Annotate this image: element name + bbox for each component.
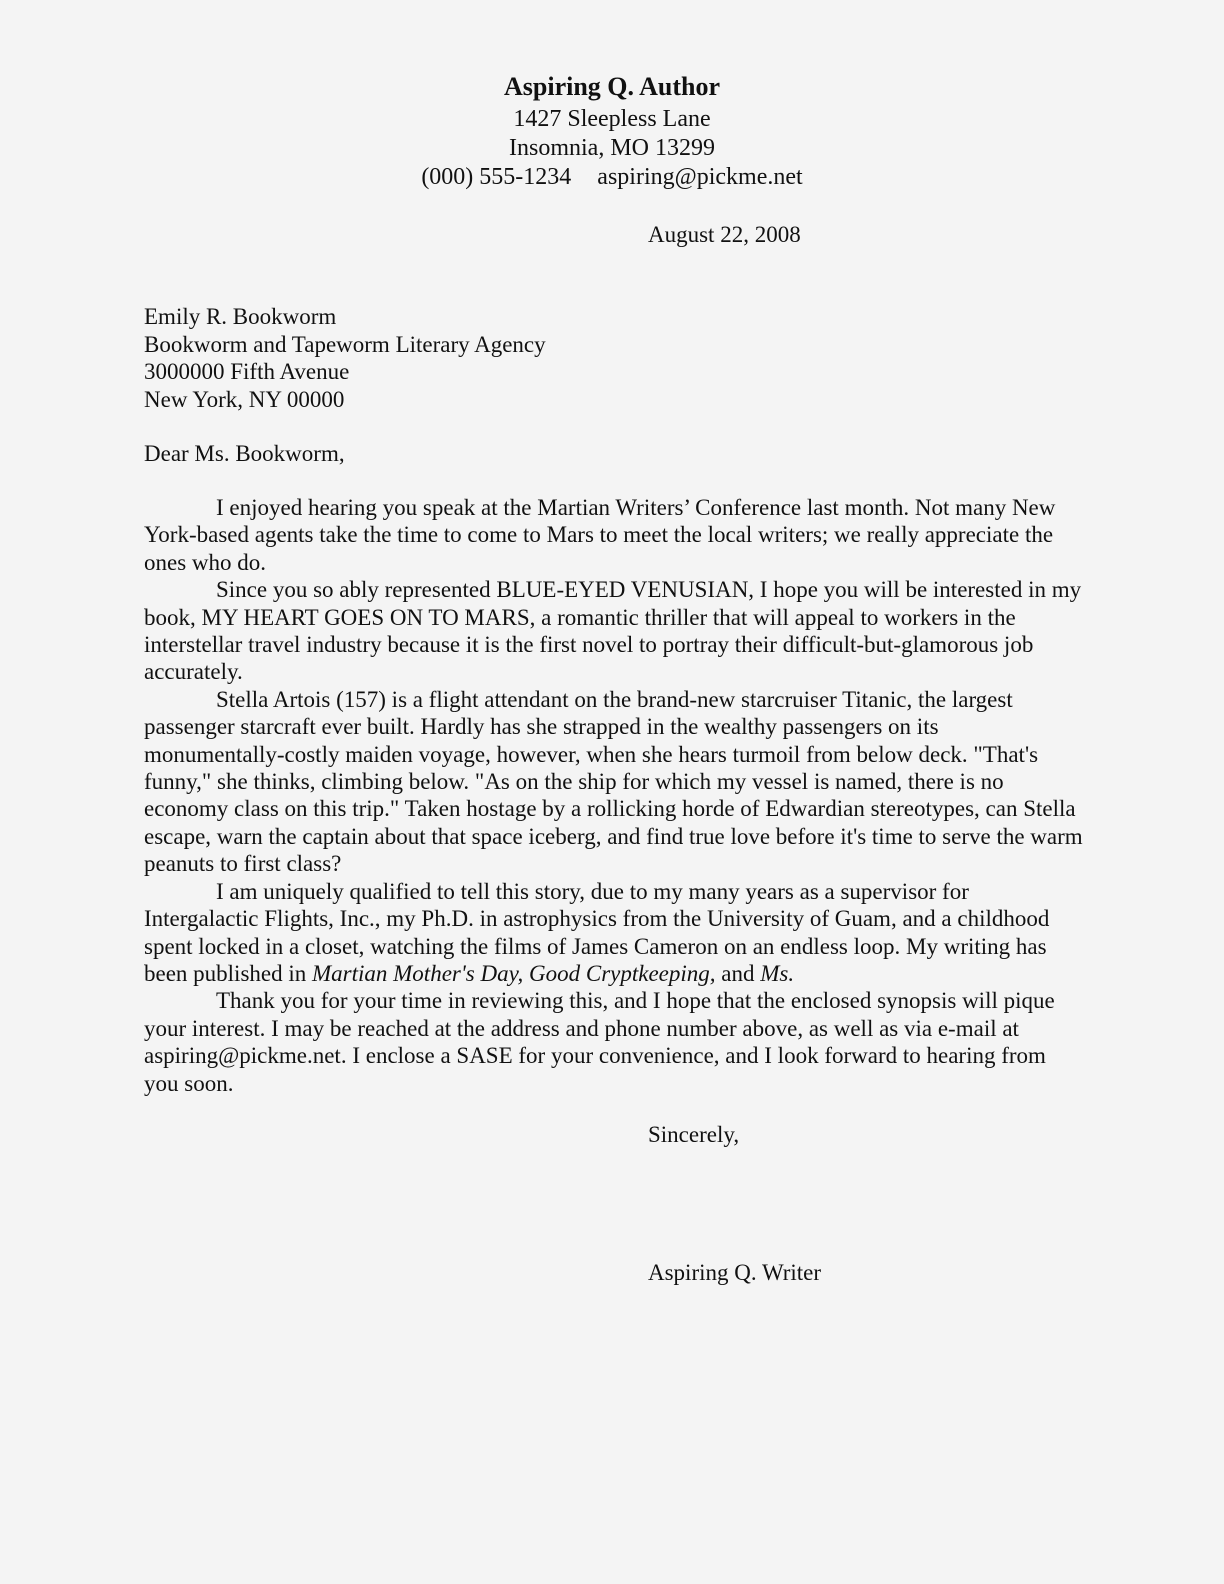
body-paragraph-5: Thank you for your time in reviewing this, and I hope that the enclosed synopsis will pique your interest. I may be reached at the address and phone number above, as well as via e-mail at aspiring@pickme.net. I enclose a SASE for your convenience, and I look forward to hearing from you soon. <box>144 988 1055 1096</box>
sender-contact <box>0 163 1224 192</box>
recipient-name: Emily R. Bookworm <box>144 304 337 329</box>
signature-name: Aspiring Q. Writer <box>648 1260 822 1285</box>
sender-email: aspiring@pickme.net <box>597 164 803 190</box>
closing: Sincerely, <box>648 1122 740 1147</box>
body-paragraph-2: Since you so ably represented BLUE-EYED VENUSIAN, I hope you will be interested in my book, MY HEART GOES ON TO MARS, a romantic thriller that will appeal to workers in the interstellar travel industry because it is the first novel to portray their difficult-but-glamorous job accurately. <box>144 577 1082 685</box>
letter-body <box>144 494 1084 1097</box>
recipient-agency: Bookworm and Tapeworm Literary Agency <box>144 331 546 357</box>
body-paragraph-3: Stella Artois (157) is a flight attendant on the brand-new starcruiser Titanic, the largest passenger starcraft ever built. Hardly has she strapped in the wealthy passengers on its monumentally-costly maiden voyage, however, when she hears turmoil from below deck. "That's funny," she thinks, climbing below. "As on the ship for which my vessel is named, there is no economy class on this trip." Taken hostage by a rollicking horde of Edwardian stereotypes, can Stella escape, warn the captain about that space iceberg, and find true love before it's time to serve the warm peanuts to first class? <box>144 686 1083 877</box>
sender-street: 1427 Sleepless Lane <box>513 106 711 132</box>
salutation: Dear Ms. Bookworm, <box>144 441 345 466</box>
publication-title-ms: Ms. <box>760 960 795 986</box>
body-paragraph-4-text: I am uniquely qualified to tell this story, due to my many years as a supervisor for Intergalactic Flights, Inc., my Ph.D. in astrophysics from the University of Guam, and a childhood spent locked in a closet, watching the films of James Cameron on an endless loop. My writing has been published in <box>144 878 1050 986</box>
publication-and: and <box>715 960 761 986</box>
body-paragraph-1: I enjoyed hearing you speak at the Martian Writers’ Conference last month. Not many New York-based agents take the time to come to Mars to meet the local writers; we really appreciate the ones who do. <box>144 495 1056 575</box>
letterhead <box>0 70 1224 192</box>
publication-titles: Martian Mother's Day, Good Cryptkeeping, <box>312 960 716 986</box>
sender-name: Aspiring Q. Author <box>504 72 720 101</box>
recipient-address <box>144 303 546 413</box>
sender-phone: (000) 555-1234 <box>421 164 572 190</box>
body-paragraph-4 <box>144 878 1084 988</box>
recipient-city-state-zip: New York, NY 00000 <box>144 386 345 412</box>
letter-date: August 22, 2008 <box>648 222 801 247</box>
sender-city-state-zip: Insomnia, MO 13299 <box>509 135 715 161</box>
recipient-street: 3000000 Fifth Avenue <box>144 359 350 384</box>
